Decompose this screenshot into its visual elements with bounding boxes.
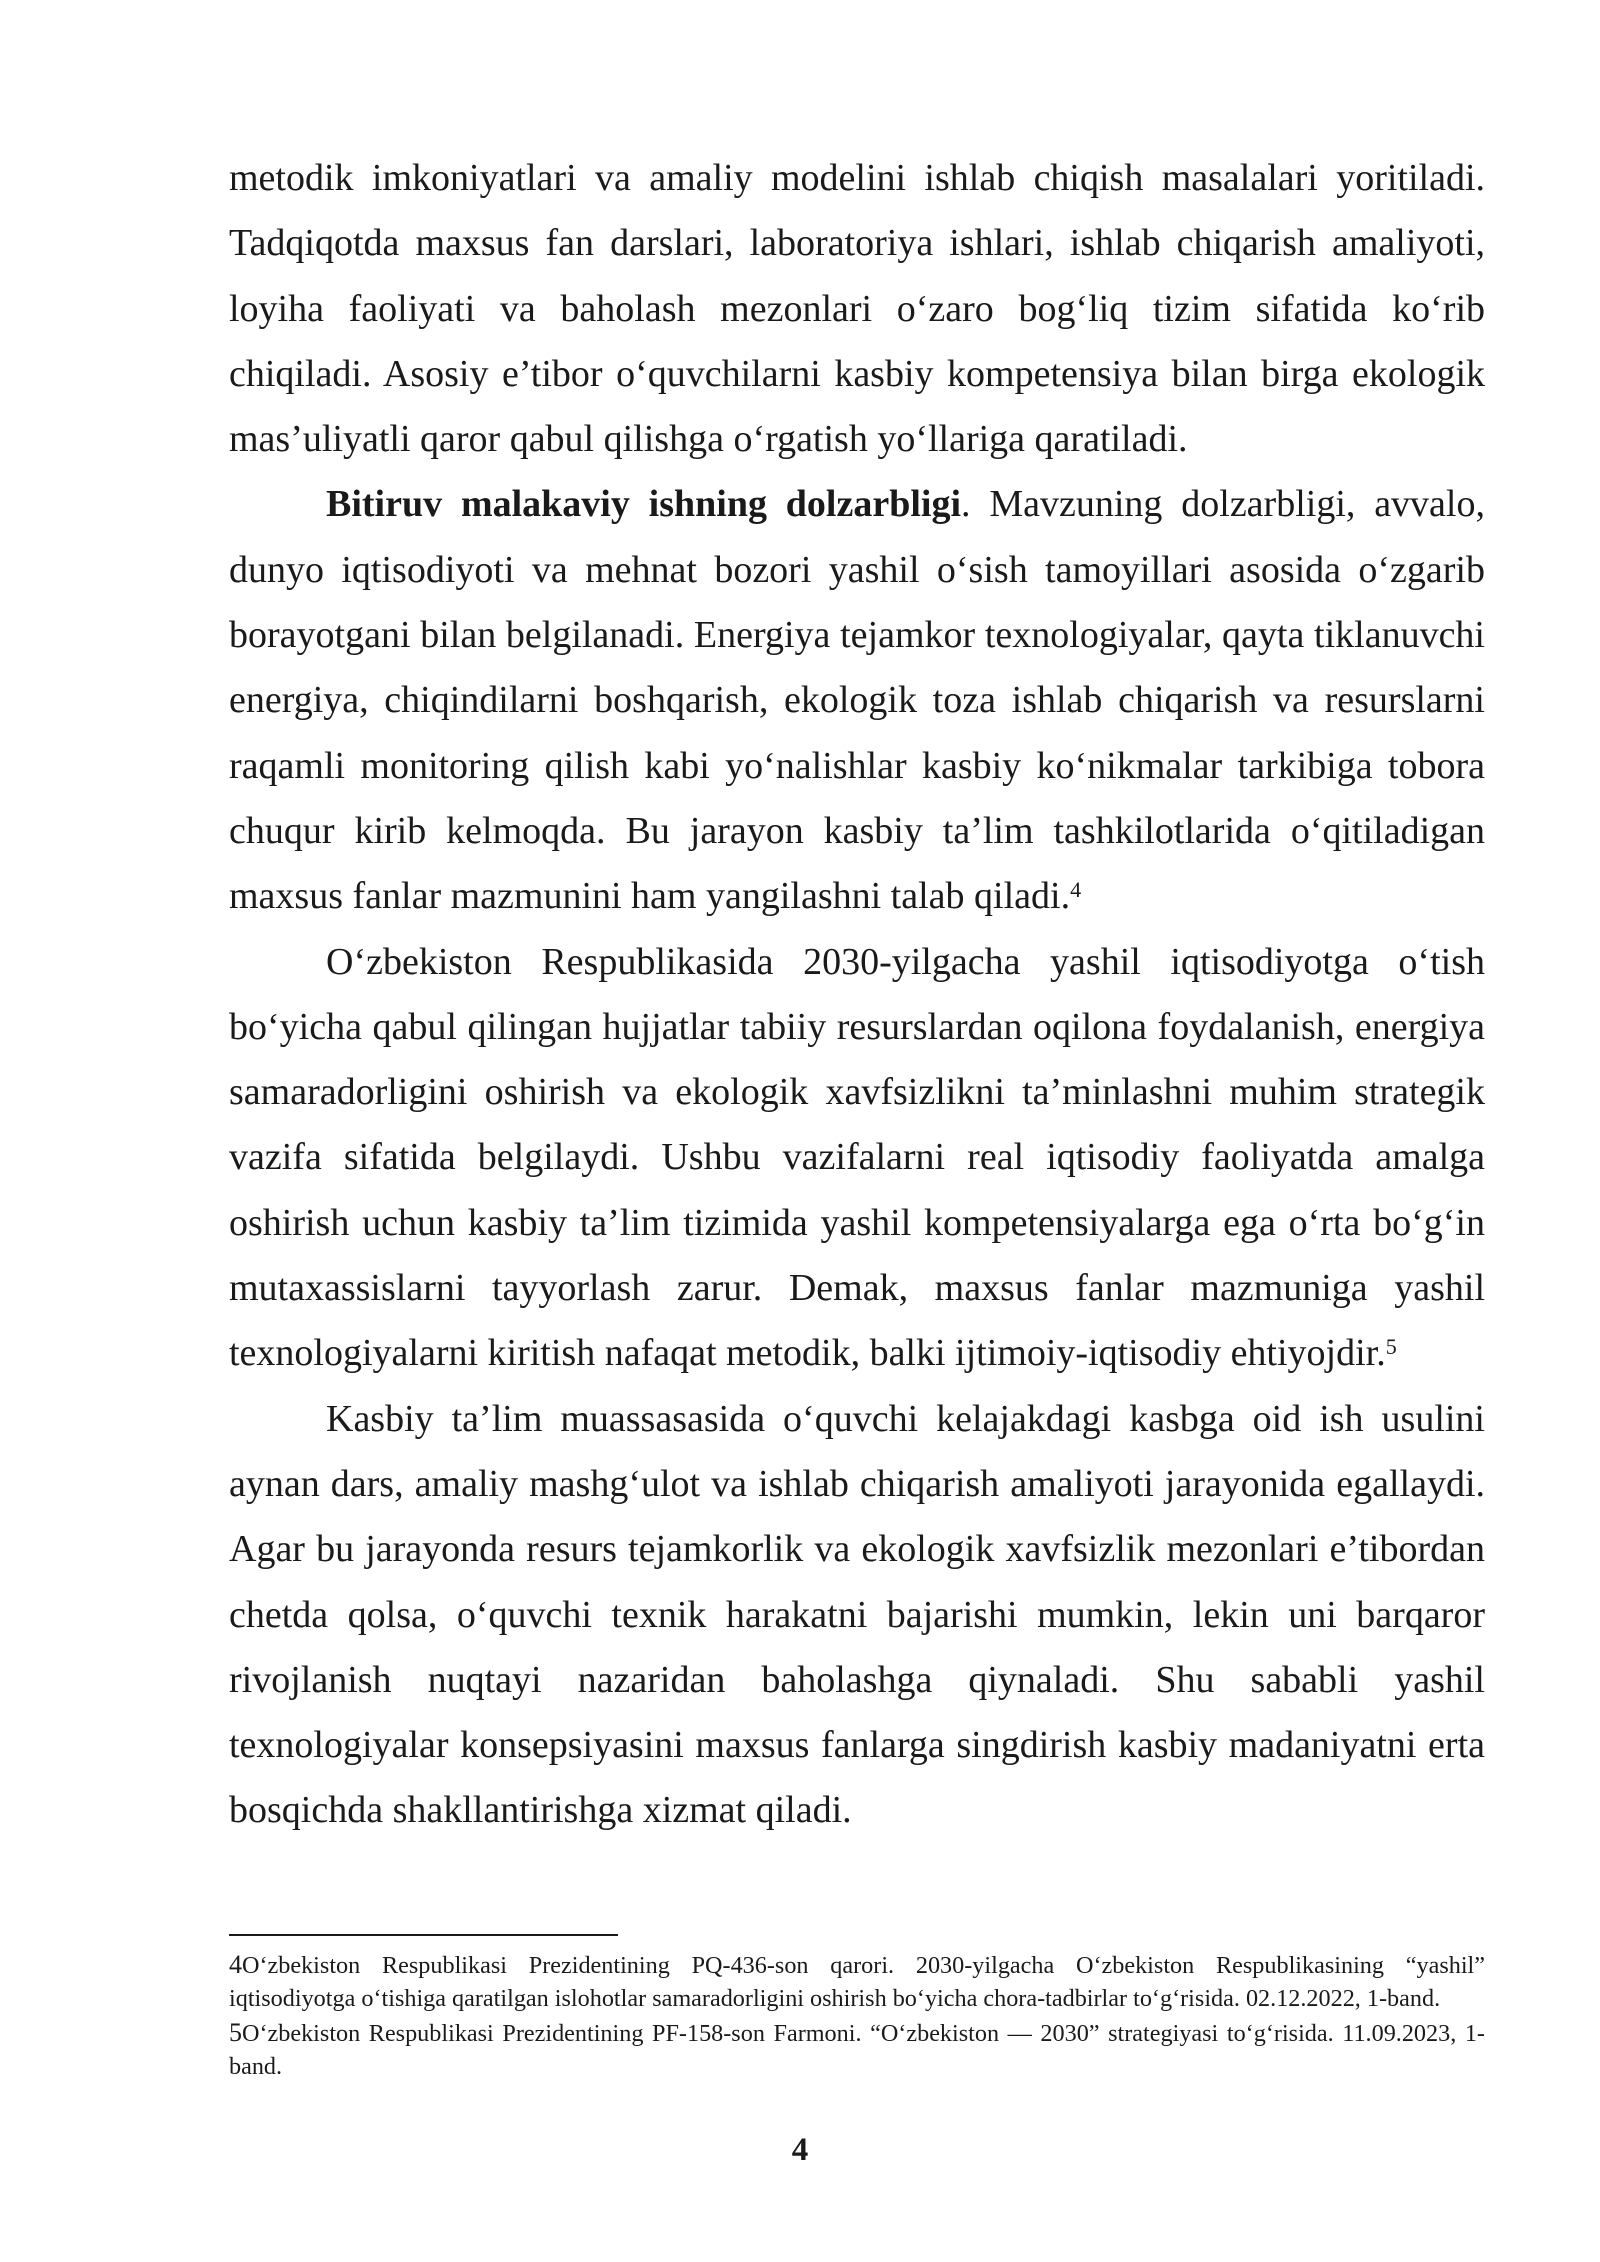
footnote-number: 4 (229, 1950, 242, 1979)
page-number: 4 (791, 2132, 809, 2168)
paragraph-intro-continued: metodik imkoniyatlari va amaliy modelini ishlab chiqish masalalari yoritiladi. Tadqiqotda maxsus fan darslari, laboratoriya ishlari, ishlab chiqarish amaliyoti, loyiha faoliyati va baholash mezonlari o‘zaro bog‘liq tizim sifatida ko‘rib chiqiladi. Asosiy e’tibor o‘quvchilarni kasbiy kompetensiya bilan birga ekologik mas’uliyatli qaror qabul qilishga o‘rgatish yo‘llariga qaratiladi. (229, 157, 1485, 461)
body-text (229, 146, 1485, 1844)
footnote-text: O‘zbekiston Respublikasi Prezidentining PQ-436-son qarori. 2030-yilgacha O‘zbekiston Respublikasining “yashil” iqtisodiyotga o‘tishiga qaratilgan islohotlar samaradorligini oshirish bo‘yicha chora-tadbirlar to‘g‘risida. 02.12.2022, 1-band. (229, 1952, 1485, 2012)
footnote-reference-4[interactable]: 4 (1070, 876, 1082, 902)
footnote-number: 5 (229, 2018, 242, 2047)
footnotes-section (229, 1949, 1485, 2085)
footnote-text: O‘zbekiston Respublikasi Prezidentining PF-158-son Farmoni. “O‘zbekiston — 2030” strategiyasi to‘g‘risida. 11.09.2023, 1-band. (229, 2020, 1485, 2080)
paragraph-relevance (229, 472, 1485, 929)
footnote-separator (229, 1934, 618, 1936)
paragraph-green-economy (229, 930, 1485, 1387)
relevance-heading: Bitiruv malakaviy ishning dolzarbligi (326, 483, 962, 526)
footnote-4 (229, 1949, 1485, 2015)
relevance-text: . Mavzuning dolzarbligi, avvalo, dunyo iqtisodiyoti va mehnat bozori yashil o‘sish tamoyillari asosida o‘zgarib borayotgani bilan belgilanadi. Energiya tejamkor texnologiyalar, qayta tiklanuvchi energiya, chiqindilarni boshqarish, ekologik toza ishlab chiqarish va resurslarni raqamli monitoring qilish kabi yo‘nalishlar kasbiy ko‘nikmalar tarkibiga tobora chuqur kirib kelmoqda. Bu jarayon kasbiy ta’lim tashkilotlarida o‘qitiladigan maxsus fanlar mazmunini ham yangilashni talab qiladi. (229, 483, 1485, 918)
green-economy-text: O‘zbekiston Respublikasida 2030-yilgacha yashil iqtisodiyotga o‘tish bo‘yicha qabul qilingan hujjatlar tabiiy resurslardan oqilona foydalanish, energiya samaradorligini oshirish va ekologik xavfsizlikni ta’minlashni muhim strategik vazifa sifatida belgilaydi. Ushbu vazifalarni real iqtisodiy faoliyatda amalga oshirish uchun kasbiy ta’lim tizimida yashil kompetensiyalarga ega o‘rta bo‘g‘in mutaxassislarni tayyorlash zarur. Demak, maxsus fanlar mazmuniga yashil texnologiyalarni kiritish nafaqat metodik, balki ijtimoiy-iqtisodiy ehtiyojdir. (229, 940, 1485, 1375)
paragraph-vocational-education: Kasbiy ta’lim muassasasida o‘quvchi kelajakdagi kasbga oid ish usulini aynan dars, amaliy mashg‘ulot va ishlab chiqarish amaliyoti jarayonida egallaydi. Agar bu jarayonda resurs tejamkorlik va ekologik xavfsizlik mezonlari e’tibordan chetda qolsa, o‘quvchi texnik harakatni bajarishi mumkin, lekin uni barqaror rivojlanish nuqtayi nazaridan baholashga qiynaladi. Shu sababli yashil texnologiyalar konsepsiyasini maxsus fanlarga singdirish kasbiy madaniyatni erta bosqichda shakllantirishga xizmat qiladi. (229, 1397, 1485, 1832)
footnote-5 (229, 2017, 1485, 2083)
footnote-reference-5[interactable]: 5 (1385, 1333, 1397, 1359)
